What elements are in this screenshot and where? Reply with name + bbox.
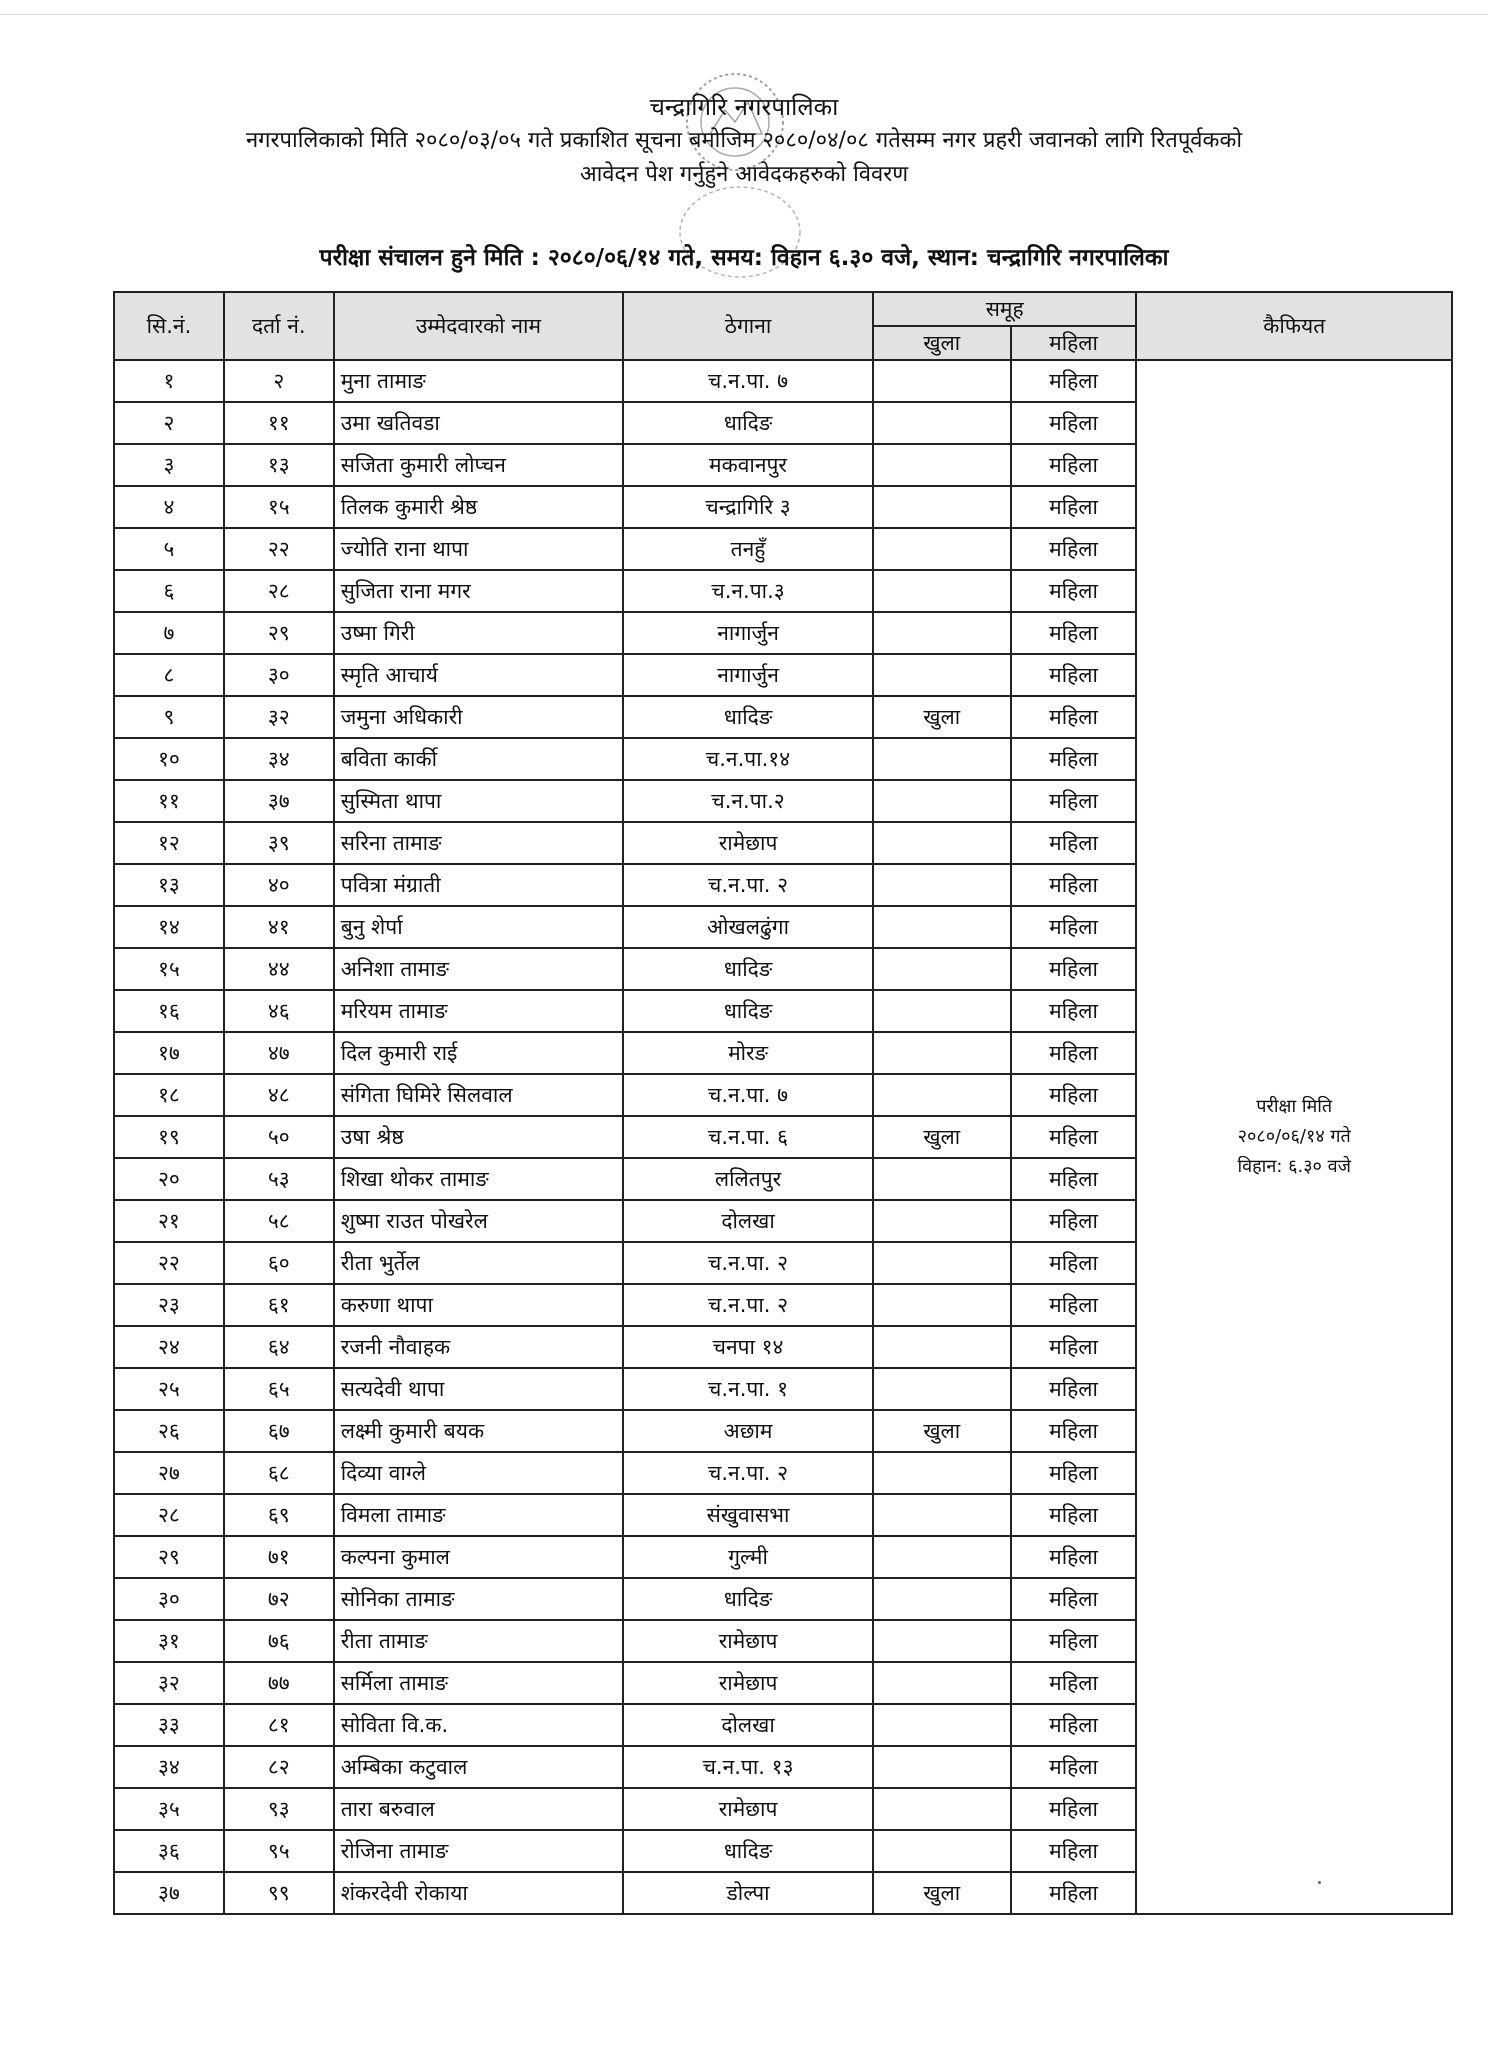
cell-name: ज्योति राना थापा — [334, 528, 624, 570]
scan-edge-line — [0, 14, 1488, 15]
cell-serial: ३१ — [114, 1620, 224, 1662]
cell-group-female: महिला — [1011, 1326, 1137, 1368]
cell-reg-no: ५८ — [224, 1200, 334, 1242]
cell-group-female: महिला — [1011, 1452, 1137, 1494]
cell-serial: १३ — [114, 864, 224, 906]
cell-serial: २३ — [114, 1284, 224, 1326]
cell-serial: २ — [114, 402, 224, 444]
cell-name: तारा बरुवाल — [334, 1788, 624, 1830]
cell-serial: ३० — [114, 1578, 224, 1620]
cell-group-female: महिला — [1011, 1620, 1137, 1662]
cell-serial: २८ — [114, 1494, 224, 1536]
cell-address: धादिङ — [623, 990, 873, 1032]
cell-address: धादिङ — [623, 696, 873, 738]
cell-group-open — [873, 1368, 1011, 1410]
cell-reg-no: ६१ — [224, 1284, 334, 1326]
cell-reg-no: १५ — [224, 486, 334, 528]
cell-reg-no: ६४ — [224, 1326, 334, 1368]
cell-group-open — [873, 612, 1011, 654]
cell-serial: २६ — [114, 1410, 224, 1452]
remarks-line1: परीक्षा मिति — [1256, 1096, 1333, 1117]
cell-name: शिखा थोकर तामाङ — [334, 1158, 624, 1200]
cell-reg-no: २२ — [224, 528, 334, 570]
cell-reg-no: ४० — [224, 864, 334, 906]
cell-serial: १५ — [114, 948, 224, 990]
cell-group-female: महिला — [1011, 1536, 1137, 1578]
cell-group-female: महिला — [1011, 360, 1137, 402]
cell-group-open — [873, 1242, 1011, 1284]
cell-address: डोल्पा — [623, 1872, 873, 1914]
cell-group-female: महिला — [1011, 1368, 1137, 1410]
cell-serial: ३३ — [114, 1704, 224, 1746]
cell-serial: १८ — [114, 1074, 224, 1116]
cell-group-female: महिला — [1011, 612, 1137, 654]
cell-reg-no: ४८ — [224, 1074, 334, 1116]
cell-group-female: महिला — [1011, 1788, 1137, 1830]
cell-reg-no: २८ — [224, 570, 334, 612]
cell-group-female: महिला — [1011, 654, 1137, 696]
cell-address: च.न.पा. २ — [623, 1284, 873, 1326]
cell-name: सोनिका तामाङ — [334, 1578, 624, 1620]
cell-reg-no: ४६ — [224, 990, 334, 1032]
cell-reg-no: ७१ — [224, 1536, 334, 1578]
cell-name: शंकरदेवी रोकाया — [334, 1872, 624, 1914]
cell-name: संगिता घिमिरे सिलवाल — [334, 1074, 624, 1116]
cell-reg-no: ३२ — [224, 696, 334, 738]
cell-name: सुजिता राना मगर — [334, 570, 624, 612]
cell-serial: ७ — [114, 612, 224, 654]
cell-address: च.न.पा. १३ — [623, 1746, 873, 1788]
cell-serial: ३७ — [114, 1872, 224, 1914]
cell-address: च.न.पा. २ — [623, 1242, 873, 1284]
cell-reg-no: ८१ — [224, 1704, 334, 1746]
cell-name: बविता कार्की — [334, 738, 624, 780]
cell-group-open — [873, 654, 1011, 696]
cell-group-female: महिला — [1011, 1284, 1137, 1326]
cell-group-female: महिला — [1011, 528, 1137, 570]
cell-group-female: महिला — [1011, 1116, 1137, 1158]
cell-name: सत्यदेवी थापा — [334, 1368, 624, 1410]
col-group: समूह — [873, 292, 1137, 326]
cell-address: च.न.पा. १ — [623, 1368, 873, 1410]
remarks-line2: २०८०/०६/१४ गते — [1237, 1126, 1351, 1147]
cell-group-open — [873, 528, 1011, 570]
cell-group-female: महिला — [1011, 1074, 1137, 1116]
cell-group-open — [873, 990, 1011, 1032]
cell-reg-no: ६९ — [224, 1494, 334, 1536]
cell-reg-no: १३ — [224, 444, 334, 486]
cell-group-female: महिला — [1011, 1494, 1137, 1536]
cell-address: मोरङ — [623, 1032, 873, 1074]
cell-reg-no: ३७ — [224, 780, 334, 822]
cell-address: च.न.पा. २ — [623, 1452, 873, 1494]
cell-reg-no: ३९ — [224, 822, 334, 864]
cell-serial: ३४ — [114, 1746, 224, 1788]
cell-remarks — [1136, 360, 1452, 1914]
cell-serial: ३६ — [114, 1830, 224, 1872]
cell-group-open — [873, 360, 1011, 402]
cell-group-open — [873, 1158, 1011, 1200]
cell-name: सरिना तामाङ — [334, 822, 624, 864]
cell-group-female: महिला — [1011, 1746, 1137, 1788]
notice-line-1: नगरपालिकाको मिति २०८०/०३/०५ गते प्रकाशित सूचना बमोजिम २०८०/०४/०८ गतेसम्म नगर प्रहरी जवानको लागि रितपूर्वकको — [245, 128, 1243, 153]
col-reg-no: दर्ता नं. — [224, 292, 334, 360]
cell-address: तनहुँ — [623, 528, 873, 570]
cell-address: दोलखा — [623, 1200, 873, 1242]
cell-address: धादिङ — [623, 1578, 873, 1620]
cell-group-open — [873, 1830, 1011, 1872]
cell-address: रामेछाप — [623, 1620, 873, 1662]
cell-reg-no: ८२ — [224, 1746, 334, 1788]
cell-address: दोलखा — [623, 1704, 873, 1746]
cell-name: उषा श्रेष्ठ — [334, 1116, 624, 1158]
cell-reg-no: ५३ — [224, 1158, 334, 1200]
cell-name: सजिता कुमारी लोप्चन — [334, 444, 624, 486]
cell-serial: ५ — [114, 528, 224, 570]
cell-address: ओखलढुंगा — [623, 906, 873, 948]
cell-address: गुल्मी — [623, 1536, 873, 1578]
cell-group-female: महिला — [1011, 822, 1137, 864]
cell-serial: २१ — [114, 1200, 224, 1242]
cell-address: चन्द्रागिरि ३ — [623, 486, 873, 528]
cell-reg-no: ५० — [224, 1116, 334, 1158]
cell-address: चनपा १४ — [623, 1326, 873, 1368]
cell-address: रामेछाप — [623, 822, 873, 864]
cell-serial: १७ — [114, 1032, 224, 1074]
cell-group-female: महिला — [1011, 738, 1137, 780]
cell-group-female: महिला — [1011, 1872, 1137, 1914]
cell-reg-no: ६८ — [224, 1452, 334, 1494]
cell-serial: ९ — [114, 696, 224, 738]
cell-group-open — [873, 1074, 1011, 1116]
cell-group-open — [873, 780, 1011, 822]
cell-reg-no: ९९ — [224, 1872, 334, 1914]
cell-group-open — [873, 1536, 1011, 1578]
cell-address: संखुवासभा — [623, 1494, 873, 1536]
cell-name: शुष्मा राउत पोखरेल — [334, 1200, 624, 1242]
cell-reg-no: ७६ — [224, 1620, 334, 1662]
cell-name: उमा खतिवडा — [334, 402, 624, 444]
cell-reg-no: २९ — [224, 612, 334, 654]
col-remarks: कैफियत — [1136, 292, 1452, 360]
cell-group-open — [873, 444, 1011, 486]
cell-group-female: महिला — [1011, 948, 1137, 990]
cell-group-female: महिला — [1011, 1704, 1137, 1746]
cell-name: रजनी नौवाहक — [334, 1326, 624, 1368]
cell-serial: २४ — [114, 1326, 224, 1368]
cell-reg-no: ६० — [224, 1242, 334, 1284]
cell-serial: ३५ — [114, 1788, 224, 1830]
col-address: ठेगाना — [623, 292, 873, 360]
cell-name: तिलक कुमारी श्रेष्ठ — [334, 486, 624, 528]
table-header-row — [114, 292, 1452, 326]
cell-name: विमला तामाङ — [334, 1494, 624, 1536]
cell-group-female: महिला — [1011, 486, 1137, 528]
cell-address: नागार्जुन — [623, 654, 873, 696]
cell-group-open — [873, 486, 1011, 528]
cell-group-open — [873, 1620, 1011, 1662]
cell-address: नागार्जुन — [623, 612, 873, 654]
cell-reg-no: ६७ — [224, 1410, 334, 1452]
cell-group-open: खुला — [873, 1872, 1011, 1914]
cell-group-female: महिला — [1011, 1410, 1137, 1452]
cell-name: उष्मा गिरी — [334, 612, 624, 654]
cell-reg-no: ३० — [224, 654, 334, 696]
cell-group-open — [873, 1032, 1011, 1074]
col-name: उम्मेदवारको नाम — [334, 292, 624, 360]
cell-name: रोजिना तामाङ — [334, 1830, 624, 1872]
cell-reg-no: ७२ — [224, 1578, 334, 1620]
cell-address: धादिङ — [623, 402, 873, 444]
remarks-line3: विहान: ६.३० वजे — [1237, 1156, 1352, 1177]
cell-address: ललितपुर — [623, 1158, 873, 1200]
cell-group-open — [873, 1662, 1011, 1704]
cell-reg-no: ४१ — [224, 906, 334, 948]
cell-reg-no: ६५ — [224, 1368, 334, 1410]
cell-group-female: महिला — [1011, 1662, 1137, 1704]
cell-address: च.न.पा.२ — [623, 780, 873, 822]
cell-group-female: महिला — [1011, 1242, 1137, 1284]
cell-group-female: महिला — [1011, 444, 1137, 486]
cell-name: दिल कुमारी राई — [334, 1032, 624, 1074]
cell-group-open — [873, 1494, 1011, 1536]
cell-group-open — [873, 402, 1011, 444]
cell-group-open — [873, 822, 1011, 864]
cell-serial: १२ — [114, 822, 224, 864]
scan-speck — [1318, 1881, 1321, 1884]
cell-address: धादिङ — [623, 1830, 873, 1872]
cell-serial: १६ — [114, 990, 224, 1032]
cell-group-open: खुला — [873, 1410, 1011, 1452]
cell-name: करुणा थापा — [334, 1284, 624, 1326]
cell-serial: ४ — [114, 486, 224, 528]
cell-name: स्मृति आचार्य — [334, 654, 624, 696]
cell-serial: २० — [114, 1158, 224, 1200]
cell-reg-no: ९३ — [224, 1788, 334, 1830]
cell-address: च.न.पा.३ — [623, 570, 873, 612]
cell-serial: २९ — [114, 1536, 224, 1578]
org-name: चन्द्रागिरि नगरपालिका — [649, 93, 839, 121]
cell-group-open: खुला — [873, 1116, 1011, 1158]
cell-name: अनिशा तामाङ — [334, 948, 624, 990]
cell-serial: १९ — [114, 1116, 224, 1158]
cell-group-female: महिला — [1011, 696, 1137, 738]
cell-name: सर्मिला तामाङ — [334, 1662, 624, 1704]
cell-group-open — [873, 1746, 1011, 1788]
cell-name: अम्बिका कटुवाल — [334, 1746, 624, 1788]
cell-group-open — [873, 948, 1011, 990]
cell-serial: ११ — [114, 780, 224, 822]
cell-address: रामेछाप — [623, 1788, 873, 1830]
cell-group-open — [873, 1578, 1011, 1620]
cell-group-open — [873, 738, 1011, 780]
cell-serial: १४ — [114, 906, 224, 948]
cell-name: रीता भुर्तेल — [334, 1242, 624, 1284]
cell-group-open — [873, 1788, 1011, 1830]
cell-group-female: महिला — [1011, 402, 1137, 444]
cell-reg-no: ४४ — [224, 948, 334, 990]
cell-name: सुस्मिता थापा — [334, 780, 624, 822]
cell-group-female: महिला — [1011, 780, 1137, 822]
cell-group-open: खुला — [873, 696, 1011, 738]
cell-address: च.न.पा.१४ — [623, 738, 873, 780]
cell-name: लक्ष्मी कुमारी बयक — [334, 1410, 624, 1452]
cell-group-open — [873, 1200, 1011, 1242]
cell-group-open — [873, 1704, 1011, 1746]
cell-serial: २५ — [114, 1368, 224, 1410]
cell-reg-no: ७७ — [224, 1662, 334, 1704]
cell-address: धादिङ — [623, 948, 873, 990]
cell-group-female: महिला — [1011, 906, 1137, 948]
document-header — [0, 90, 1488, 192]
cell-group-open — [873, 1326, 1011, 1368]
cell-address: च.न.पा. ६ — [623, 1116, 873, 1158]
cell-reg-no: ४७ — [224, 1032, 334, 1074]
cell-address: च.न.पा. ७ — [623, 360, 873, 402]
cell-address: मकवानपुर — [623, 444, 873, 486]
cell-group-open — [873, 906, 1011, 948]
cell-group-female: महिला — [1011, 864, 1137, 906]
cell-serial: ८ — [114, 654, 224, 696]
cell-reg-no: ३४ — [224, 738, 334, 780]
cell-name: जमुना अधिकारी — [334, 696, 624, 738]
applicant-table — [113, 291, 1453, 1915]
cell-address: च.न.पा. ७ — [623, 1074, 873, 1116]
cell-serial: १० — [114, 738, 224, 780]
cell-serial: १ — [114, 360, 224, 402]
cell-name: रीता तामाङ — [334, 1620, 624, 1662]
table-row — [114, 360, 1452, 402]
cell-group-female: महिला — [1011, 1158, 1137, 1200]
col-serial: सि.नं. — [114, 292, 224, 360]
cell-address: अछाम — [623, 1410, 873, 1452]
cell-name: मुना तामाङ — [334, 360, 624, 402]
notice-line-2: आवेदन पेश गर्नुहुने आवेदकहरुको विवरण — [579, 162, 909, 187]
cell-group-female: महिला — [1011, 1578, 1137, 1620]
cell-group-female: महिला — [1011, 570, 1137, 612]
cell-group-open — [873, 570, 1011, 612]
cell-name: दिव्या वाग्ले — [334, 1452, 624, 1494]
cell-serial: ३ — [114, 444, 224, 486]
cell-serial: ६ — [114, 570, 224, 612]
cell-address: रामेछाप — [623, 1662, 873, 1704]
cell-serial: २२ — [114, 1242, 224, 1284]
cell-group-female: महिला — [1011, 1200, 1137, 1242]
col-group-female: महिला — [1011, 326, 1137, 360]
cell-name: पवित्रा मंग्राती — [334, 864, 624, 906]
cell-name: मरियम तामाङ — [334, 990, 624, 1032]
cell-serial: २७ — [114, 1452, 224, 1494]
cell-group-female: महिला — [1011, 1032, 1137, 1074]
cell-group-open — [873, 1284, 1011, 1326]
cell-group-female: महिला — [1011, 1830, 1137, 1872]
cell-name: सोविता वि.क. — [334, 1704, 624, 1746]
cell-reg-no: ९५ — [224, 1830, 334, 1872]
cell-address: च.न.पा. २ — [623, 864, 873, 906]
cell-group-open — [873, 864, 1011, 906]
exam-schedule-line: परीक्षा संचालन हुने मिति : २०८०/०६/१४ गते, समय: विहान ६.३० वजे, स्थान: चन्द्रागिरि नगरपालिका — [319, 245, 1169, 271]
cell-name: बुनु शेर्पा — [334, 906, 624, 948]
cell-reg-no: २ — [224, 360, 334, 402]
cell-serial: ३२ — [114, 1662, 224, 1704]
cell-reg-no: ११ — [224, 402, 334, 444]
cell-name: कल्पना कुमाल — [334, 1536, 624, 1578]
col-group-open: खुला — [873, 326, 1011, 360]
cell-group-open — [873, 1452, 1011, 1494]
cell-group-female: महिला — [1011, 990, 1137, 1032]
